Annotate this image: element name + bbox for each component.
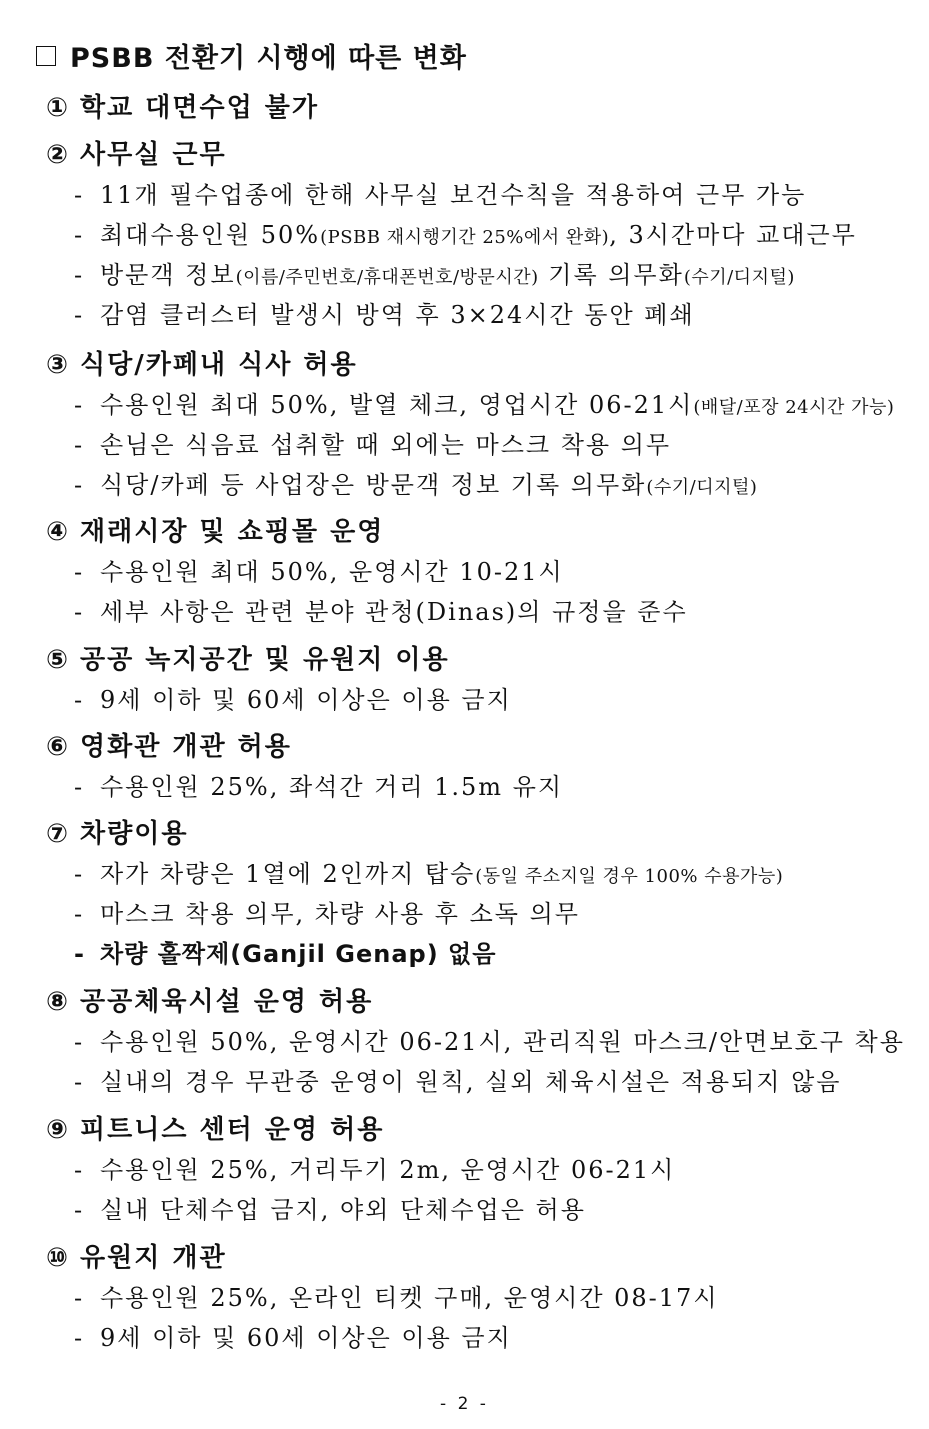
section-5 — [46, 640, 906, 720]
section-heading — [46, 640, 906, 680]
section-title: 식당/카페내 식사 허용 — [80, 350, 358, 380]
item-text: 수용인원 25%, 온라인 티켓 구매, 운영시간 08-17시 — [100, 1284, 719, 1312]
section-number: ⑤ — [46, 645, 71, 675]
item-text: 실내의 경우 무관중 운영이 원칙, 실외 체육시설은 적용되지 않음 — [100, 1068, 842, 1096]
item-note: (동일 주소지일 경우 100% 수용가능) — [475, 866, 784, 887]
item-text: 자가 차량은 1열에 2인까지 탑승 — [100, 860, 476, 888]
section-4 — [46, 512, 906, 632]
dash: - — [74, 686, 85, 714]
section-title: 공공 녹지공간 및 유원지 이용 — [80, 645, 450, 675]
list-item — [46, 592, 906, 632]
section-title: 공공체육시설 운영 허용 — [80, 987, 374, 1017]
checkbox-square-icon — [36, 46, 56, 66]
list-item — [46, 255, 906, 295]
item-text: 수용인원 최대 50%, 운영시간 10-21시 — [100, 558, 564, 586]
item-text: 수용인원 50%, 운영시간 06-21시, 관리직원 마스크/안면보호구 착용 — [100, 1028, 905, 1056]
section-7 — [46, 814, 906, 974]
dash: - — [74, 261, 85, 289]
list-item — [46, 934, 906, 974]
item-text: 마스크 착용 의무, 차량 사용 후 소독 의무 — [100, 900, 580, 928]
item-text: 수용인원 최대 50%, 발열 체크, 영업시간 06-21시 — [100, 391, 694, 419]
item-text: 실내 단체수업 금지, 야외 단체수업은 허용 — [100, 1196, 586, 1224]
item-text: 9세 이하 및 60세 이상은 이용 금지 — [100, 1324, 512, 1352]
section-number: ⑨ — [46, 1115, 71, 1145]
list-item — [46, 854, 906, 894]
section-title: 피트니스 센터 운영 허용 — [80, 1115, 385, 1145]
dash: - — [74, 1068, 85, 1096]
section-1 — [46, 88, 906, 128]
dash: - — [74, 1324, 85, 1352]
item-text: 수용인원 25%, 거리두기 2m, 운영시간 06-21시 — [100, 1156, 676, 1184]
section-number: ⑦ — [46, 819, 71, 849]
dash: - — [74, 221, 85, 249]
section-heading — [46, 135, 906, 175]
section-title: 학교 대면수업 불가 — [80, 93, 320, 123]
item-text-tail: 기록 의무화 — [538, 261, 684, 289]
page-number: - 2 - — [440, 1394, 489, 1414]
page-title-text: PSBB 전환기 시행에 따른 변화 — [70, 43, 467, 74]
dash: - — [74, 558, 85, 586]
list-item — [46, 215, 906, 255]
section-heading — [46, 1238, 906, 1278]
list-item — [46, 767, 906, 807]
section-number: ② — [46, 140, 71, 170]
section-heading — [46, 1110, 906, 1150]
list-item — [46, 1278, 906, 1318]
page-title — [36, 36, 467, 75]
section-9 — [46, 1110, 906, 1230]
list-item — [46, 175, 906, 215]
dash: - — [74, 1196, 85, 1224]
item-text: 감염 클러스터 발생시 방역 후 3×24시간 동안 폐쇄 — [100, 301, 695, 329]
section-heading — [46, 727, 906, 767]
item-text: 방문객 정보 — [100, 261, 236, 289]
list-item — [46, 1150, 906, 1190]
dash: - — [74, 940, 85, 968]
dash: - — [74, 773, 85, 801]
item-text: 식당/카페 등 사업장은 방문객 정보 기록 의무화 — [100, 471, 647, 499]
item-text: 최대수용인원 50% — [100, 221, 321, 249]
dash: - — [74, 431, 85, 459]
dash: - — [74, 301, 85, 329]
list-item — [46, 552, 906, 592]
dash: - — [74, 181, 85, 209]
section-6 — [46, 727, 906, 807]
list-item — [46, 1190, 906, 1230]
item-note: (PSBB 재시행기간 25%에서 완화) — [320, 227, 610, 248]
item-text-tail: , 3시간마다 교대근무 — [609, 221, 857, 249]
dash: - — [74, 1284, 85, 1312]
item-note: (배달/포장 24시간 가능) — [693, 397, 895, 418]
item-text: 차량 홀짝제(Ganjil Genap) 없음 — [100, 940, 497, 968]
section-number: ⑧ — [46, 987, 71, 1017]
section-number: ⑩ — [46, 1243, 71, 1273]
item-text: 9세 이하 및 60세 이상은 이용 금지 — [100, 686, 512, 714]
item-text: 11개 필수업종에 한해 사무실 보건수칙을 적용하여 근무 가능 — [100, 181, 807, 209]
item-note: (수기/디지털) — [683, 267, 795, 288]
dash: - — [74, 900, 85, 928]
section-8 — [46, 982, 906, 1102]
item-note: (이름/주민번호/휴대폰번호/방문시간) — [235, 267, 539, 288]
dash: - — [74, 1028, 85, 1056]
section-number: ④ — [46, 517, 71, 547]
section-number: ⑥ — [46, 732, 71, 762]
section-title: 재래시장 및 쇼핑몰 운영 — [80, 517, 385, 547]
list-item — [46, 1318, 906, 1358]
list-item — [46, 1062, 906, 1102]
list-item — [46, 680, 906, 720]
dash: - — [74, 471, 85, 499]
item-text: 손님은 식음료 섭취할 때 외에는 마스크 착용 의무 — [100, 431, 672, 459]
list-item — [46, 295, 906, 335]
list-item — [46, 1022, 906, 1062]
item-text: 수용인원 25%, 좌석간 거리 1.5m 유지 — [100, 773, 564, 801]
section-heading — [46, 982, 906, 1022]
section-heading — [46, 512, 906, 552]
section-title: 차량이용 — [80, 819, 189, 849]
dash: - — [74, 598, 85, 626]
list-item — [46, 894, 906, 934]
section-title: 영화관 개관 허용 — [80, 732, 292, 762]
item-note: (수기/디지털) — [646, 477, 758, 498]
section-number: ③ — [46, 350, 71, 380]
section-heading — [46, 814, 906, 854]
list-item — [46, 465, 906, 505]
dash: - — [74, 391, 85, 419]
section-3 — [46, 345, 906, 505]
section-title: 유원지 개관 — [80, 1243, 227, 1273]
section-heading — [46, 88, 906, 128]
section-2 — [46, 135, 906, 335]
section-10 — [46, 1238, 906, 1358]
section-number: ① — [46, 93, 71, 123]
list-item — [46, 425, 906, 465]
dash: - — [74, 860, 85, 888]
list-item — [46, 385, 906, 425]
dash: - — [74, 1156, 85, 1184]
section-title: 사무실 근무 — [80, 140, 227, 170]
section-heading — [46, 345, 906, 385]
item-text: 세부 사항은 관련 분야 관청(Dinas)의 규정을 준수 — [100, 598, 688, 626]
